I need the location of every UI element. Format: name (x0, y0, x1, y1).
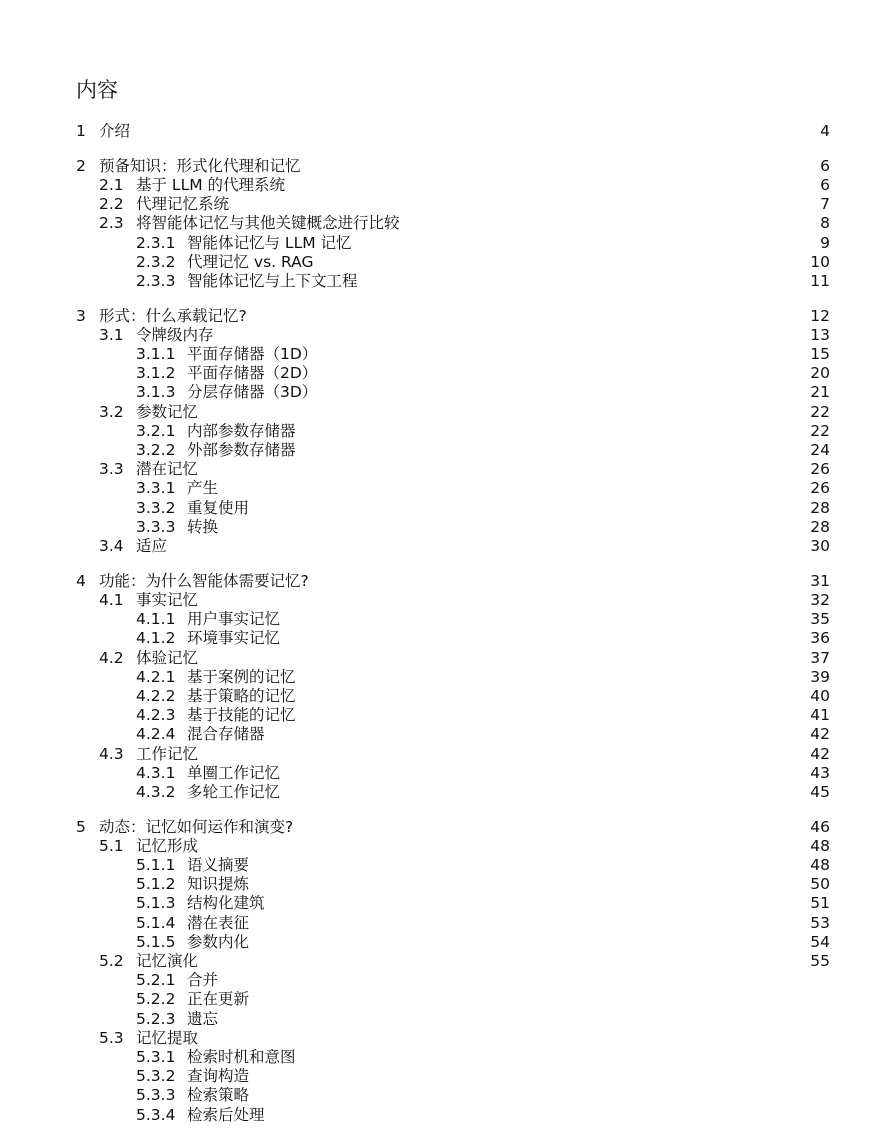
toc-entry-3-1[interactable] (0, 325, 886, 345)
toc-entry-2[interactable] (0, 156, 886, 176)
toc-entry-page: 45 (810, 782, 830, 801)
toc-entry-5-1-5[interactable] (0, 932, 886, 952)
toc-entry-5-3-2[interactable] (0, 1066, 886, 1086)
toc-entry-page: 50 (810, 875, 830, 894)
toc-entry-title: 动态：记忆如何运作和演变? (99, 817, 294, 836)
toc-entry-title: 工作记忆 (136, 744, 199, 763)
toc-entry-number: 2.3.3 (136, 271, 176, 290)
toc-entry-title: 结构化建筑 (187, 894, 265, 913)
toc-entry-page: 53 (810, 913, 830, 932)
toc-entry-page: 42 (810, 744, 830, 763)
toc-entry-2-3-1[interactable] (0, 233, 886, 253)
toc-entry-number: 4.2.2 (136, 686, 176, 705)
toc-entry-5-1-4[interactable] (0, 913, 886, 933)
toc-entry-title: 基于技能的记忆 (187, 706, 296, 725)
toc-entry-title: 环境事实记忆 (187, 629, 281, 648)
toc-entry-title: 潜在记忆 (136, 460, 199, 479)
toc-entry-4-2-2[interactable] (0, 686, 886, 706)
toc-entry-page: 9 (820, 233, 830, 252)
toc-entry-3[interactable] (0, 306, 886, 326)
toc-entry-4-3-1[interactable] (0, 763, 886, 783)
toc-entry-5-2[interactable] (0, 951, 886, 971)
toc-entry-number: 3 (76, 306, 86, 325)
toc-entry-title: 外部参数存储器 (187, 441, 296, 459)
page-title: 内容 (76, 78, 118, 102)
toc-entry-number: 4.1.1 (136, 610, 176, 629)
toc-entry-2-3-3[interactable] (0, 271, 886, 291)
toc-entry-page: 24 (810, 441, 830, 459)
toc-entry-page: 26 (810, 460, 830, 479)
toc-entry-number: 4 (76, 571, 86, 590)
toc-entry-title: 混合存储器 (187, 725, 265, 744)
toc-entry-5-3-4[interactable] (0, 1105, 886, 1125)
toc-entry-number: 3.3.2 (136, 498, 176, 517)
toc-entry-title: 形式：什么承载记忆? (99, 306, 247, 325)
toc-entry-3-2-1[interactable] (0, 421, 886, 441)
toc-entry-4[interactable] (0, 571, 886, 591)
toc-entry-4-2[interactable] (0, 648, 886, 668)
toc-entry-number: 5.1.4 (136, 913, 176, 932)
toc-entry-page: 36 (810, 629, 830, 648)
toc-entry-number: 5.2.3 (136, 1009, 176, 1028)
toc-entry-title: 遗忘 (187, 1009, 219, 1028)
toc-entry-5-1[interactable] (0, 836, 886, 856)
toc-entry-3-3-1[interactable] (0, 478, 886, 498)
toc-entry-page: 20 (810, 364, 830, 383)
toc-entry-page: 54 (810, 932, 830, 951)
toc-entry-number: 5.2.2 (136, 990, 176, 1009)
toc-entry-page: 48 (810, 856, 830, 874)
toc-entry-title: 功能：为什么智能体需要记忆? (99, 571, 309, 590)
toc-entry-number: 3.1 (99, 325, 124, 344)
toc-entry-title: 语义摘要 (187, 856, 250, 874)
toc-entry-title: 用户事实记忆 (187, 610, 281, 629)
toc-entry-4-1[interactable] (0, 590, 886, 610)
toc-entry-3-1-1[interactable] (0, 344, 886, 364)
toc-entry-number: 3.1.3 (136, 383, 176, 402)
toc-entry-2-1[interactable] (0, 175, 886, 195)
toc-entry-4-1-1[interactable] (0, 609, 886, 629)
toc-entry-title: 记忆演化 (136, 952, 199, 970)
toc-entry-3-1-2[interactable] (0, 363, 886, 383)
toc-entry-page: 22 (810, 402, 830, 421)
toc-entry-title: 参数内化 (187, 932, 250, 951)
toc-entry-number: 3.1.1 (136, 345, 176, 363)
toc-entry-4-1-2[interactable] (0, 628, 886, 648)
toc-entry-number: 4.3 (99, 744, 124, 763)
toc-entry-page: 28 (810, 517, 830, 536)
toc-entry-number: 3.3.3 (136, 517, 176, 536)
toc-entry-page: 26 (810, 479, 830, 498)
toc-entry-page: 7 (820, 195, 830, 214)
toc-entry-number: 5.3.2 (136, 1067, 176, 1086)
toc-entry-number: 2.3 (99, 214, 124, 233)
toc-entry-number: 3.3.1 (136, 479, 176, 498)
toc-entry-title: 代理记忆 vs. RAG (187, 252, 314, 271)
toc-entry-title: 转换 (187, 517, 219, 536)
toc-entry-number: 5.1.3 (136, 894, 176, 913)
toc-entry-title: 事实记忆 (136, 590, 199, 609)
toc-entry-4-2-1[interactable] (0, 667, 886, 687)
toc-entry-5-3-3[interactable] (0, 1085, 886, 1105)
toc-entry-3-3-3[interactable] (0, 517, 886, 537)
toc-entry-number: 5.3 (99, 1028, 124, 1047)
toc-entry-number: 2 (76, 156, 86, 175)
toc-entry-page: 30 (810, 537, 830, 555)
toc-entry-3-3[interactable] (0, 459, 886, 479)
toc-entry-number: 5.2 (99, 952, 124, 970)
toc-entry-3-4[interactable] (0, 536, 886, 556)
toc-entry-5-1-2[interactable] (0, 874, 886, 894)
toc-entry-page: 13 (810, 325, 830, 344)
toc-entry-2-2[interactable] (0, 194, 886, 214)
toc-entry-number: 3.3 (99, 460, 124, 479)
toc-entry-title: 重复使用 (187, 498, 250, 517)
toc-entry-page: 4 (820, 122, 830, 140)
toc-entry-title: 内部参数存储器 (187, 421, 296, 440)
toc-entry-4-2-3[interactable] (0, 705, 886, 725)
toc-entry-5-1-1[interactable] (0, 855, 886, 875)
toc-entry-number: 2.2 (99, 195, 124, 214)
toc-entry-page: 42 (810, 725, 830, 744)
toc-entry-3-2[interactable] (0, 402, 886, 422)
toc-entry-4-3-2[interactable] (0, 782, 886, 802)
toc-entry-number: 4.1 (99, 590, 124, 609)
toc-entry-4-2-4[interactable] (0, 724, 886, 744)
toc-entry-title: 潜在表征 (187, 913, 250, 932)
toc-entry-title: 智能体记忆与上下文工程 (187, 271, 358, 290)
toc-entry-title: 预备知识：形式化代理和记忆 (99, 156, 301, 175)
toc-entry-number: 4.2.4 (136, 725, 176, 744)
toc-entry-number: 4.3.2 (136, 782, 176, 801)
toc-entry-title: 记忆提取 (136, 1028, 199, 1047)
toc-entry-title: 代理记忆系统 (136, 195, 230, 214)
toc-entry-title: 基于案例的记忆 (187, 667, 296, 686)
toc-entry-title: 合并 (187, 971, 219, 990)
toc-entry-5-3-1[interactable] (0, 1047, 886, 1067)
toc-entry-title: 分层存储器（3D） (187, 383, 318, 402)
toc-entry-title: 查询构造 (187, 1067, 250, 1086)
toc-entry-title: 令牌级内存 (136, 325, 214, 344)
toc-entry-title: 多轮工作记忆 (187, 782, 281, 801)
toc-entry-number: 5.3.1 (136, 1048, 176, 1066)
toc-entry-page: 31 (810, 571, 830, 590)
toc-entry-page: 46 (810, 817, 830, 836)
toc-entry-number: 4.3.1 (136, 763, 176, 782)
toc-entry-number: 3.1.2 (136, 364, 176, 383)
toc-entry-5-2-2[interactable] (0, 989, 886, 1009)
toc-entry-page: 48 (810, 836, 830, 855)
toc-entry-number: 5.2.1 (136, 971, 176, 990)
toc-entry-number: 5.1 (99, 836, 124, 855)
toc-entry-page: 6 (820, 175, 830, 194)
toc-entry-1[interactable] (0, 121, 886, 141)
toc-entry-title: 产生 (187, 479, 219, 498)
toc-entry-page: 41 (810, 706, 830, 725)
toc-entry-5[interactable] (0, 817, 886, 837)
toc-entry-title: 单圈工作记忆 (187, 763, 281, 782)
toc-entry-title: 平面存储器（2D） (187, 364, 318, 383)
toc-entry-5-2-1[interactable] (0, 970, 886, 990)
toc-entry-title: 将智能体记忆与其他关键概念进行比较 (136, 214, 400, 233)
toc-entry-number: 5.3.4 (136, 1105, 176, 1124)
toc-entry-page: 35 (810, 610, 830, 629)
toc-entry-page: 37 (810, 648, 830, 667)
toc-entry-title: 知识提炼 (187, 875, 250, 894)
toc-entry-2-3-2[interactable] (0, 252, 886, 272)
toc-entry-page: 8 (820, 214, 830, 233)
toc-entry-page: 22 (810, 421, 830, 440)
toc-entry-number: 3.4 (99, 537, 124, 555)
toc-entry-page: 10 (810, 252, 830, 271)
toc-entry-number: 4.1.2 (136, 629, 176, 648)
toc-entry-page: 40 (810, 686, 830, 705)
toc-entry-page: 43 (810, 763, 830, 782)
toc-entry-number: 5.1.1 (136, 856, 176, 874)
toc-entry-title: 智能体记忆与 LLM 记忆 (187, 233, 352, 252)
toc-entry-title: 检索时机和意图 (187, 1048, 296, 1066)
toc-entry-number: 1 (76, 122, 86, 140)
toc-entry-page: 21 (810, 383, 830, 402)
toc-entry-title: 检索后处理 (187, 1105, 265, 1124)
toc-entry-page: 12 (810, 306, 830, 325)
toc-entry-title: 正在更新 (187, 990, 250, 1009)
toc-entry-title: 平面存储器（1D） (187, 345, 318, 363)
toc-entry-page: 39 (810, 667, 830, 686)
toc-entry-page: 11 (810, 271, 830, 290)
toc-entry-3-2-2[interactable] (0, 440, 886, 460)
toc-entry-title: 适应 (136, 537, 168, 555)
toc-entry-number: 3.2.1 (136, 421, 176, 440)
toc-entry-page: 32 (810, 590, 830, 609)
toc-entry-number: 5.3.3 (136, 1086, 176, 1105)
toc-entry-page: 51 (810, 894, 830, 913)
toc-entry-number: 5.1.5 (136, 932, 176, 951)
toc-entry-number: 2.3.2 (136, 252, 176, 271)
toc-entry-5-1-3[interactable] (0, 893, 886, 913)
toc-entry-number: 5.1.2 (136, 875, 176, 894)
toc-entry-title: 记忆形成 (136, 836, 199, 855)
toc-entry-title: 检索策略 (187, 1086, 250, 1105)
toc-entry-number: 4.2 (99, 648, 124, 667)
toc-entry-3-1-3[interactable] (0, 382, 886, 402)
toc-entry-5-2-3[interactable] (0, 1009, 886, 1029)
toc-entry-3-3-2[interactable] (0, 498, 886, 518)
toc-entry-number: 2.1 (99, 175, 124, 194)
toc-entry-number: 4.2.1 (136, 667, 176, 686)
toc-entry-number: 2.3.1 (136, 233, 176, 252)
toc-entry-number: 5 (76, 817, 86, 836)
toc-entry-2-3[interactable] (0, 213, 886, 233)
toc-entry-number: 4.2.3 (136, 706, 176, 725)
toc-entry-title: 介绍 (99, 122, 131, 140)
toc-entry-page: 6 (820, 156, 830, 175)
toc-entry-title: 基于 LLM 的代理系统 (136, 175, 285, 194)
toc-entry-4-3[interactable] (0, 744, 886, 764)
toc-entry-title: 体验记忆 (136, 648, 199, 667)
toc-entry-page: 55 (810, 952, 830, 970)
toc-entry-title: 基于策略的记忆 (187, 686, 296, 705)
toc-entry-number: 3.2.2 (136, 441, 176, 459)
toc-entry-page: 28 (810, 498, 830, 517)
toc-entry-number: 3.2 (99, 402, 124, 421)
toc-entry-title: 参数记忆 (136, 402, 199, 421)
toc-entry-5-3[interactable] (0, 1028, 886, 1048)
toc-entry-page: 15 (810, 345, 830, 363)
